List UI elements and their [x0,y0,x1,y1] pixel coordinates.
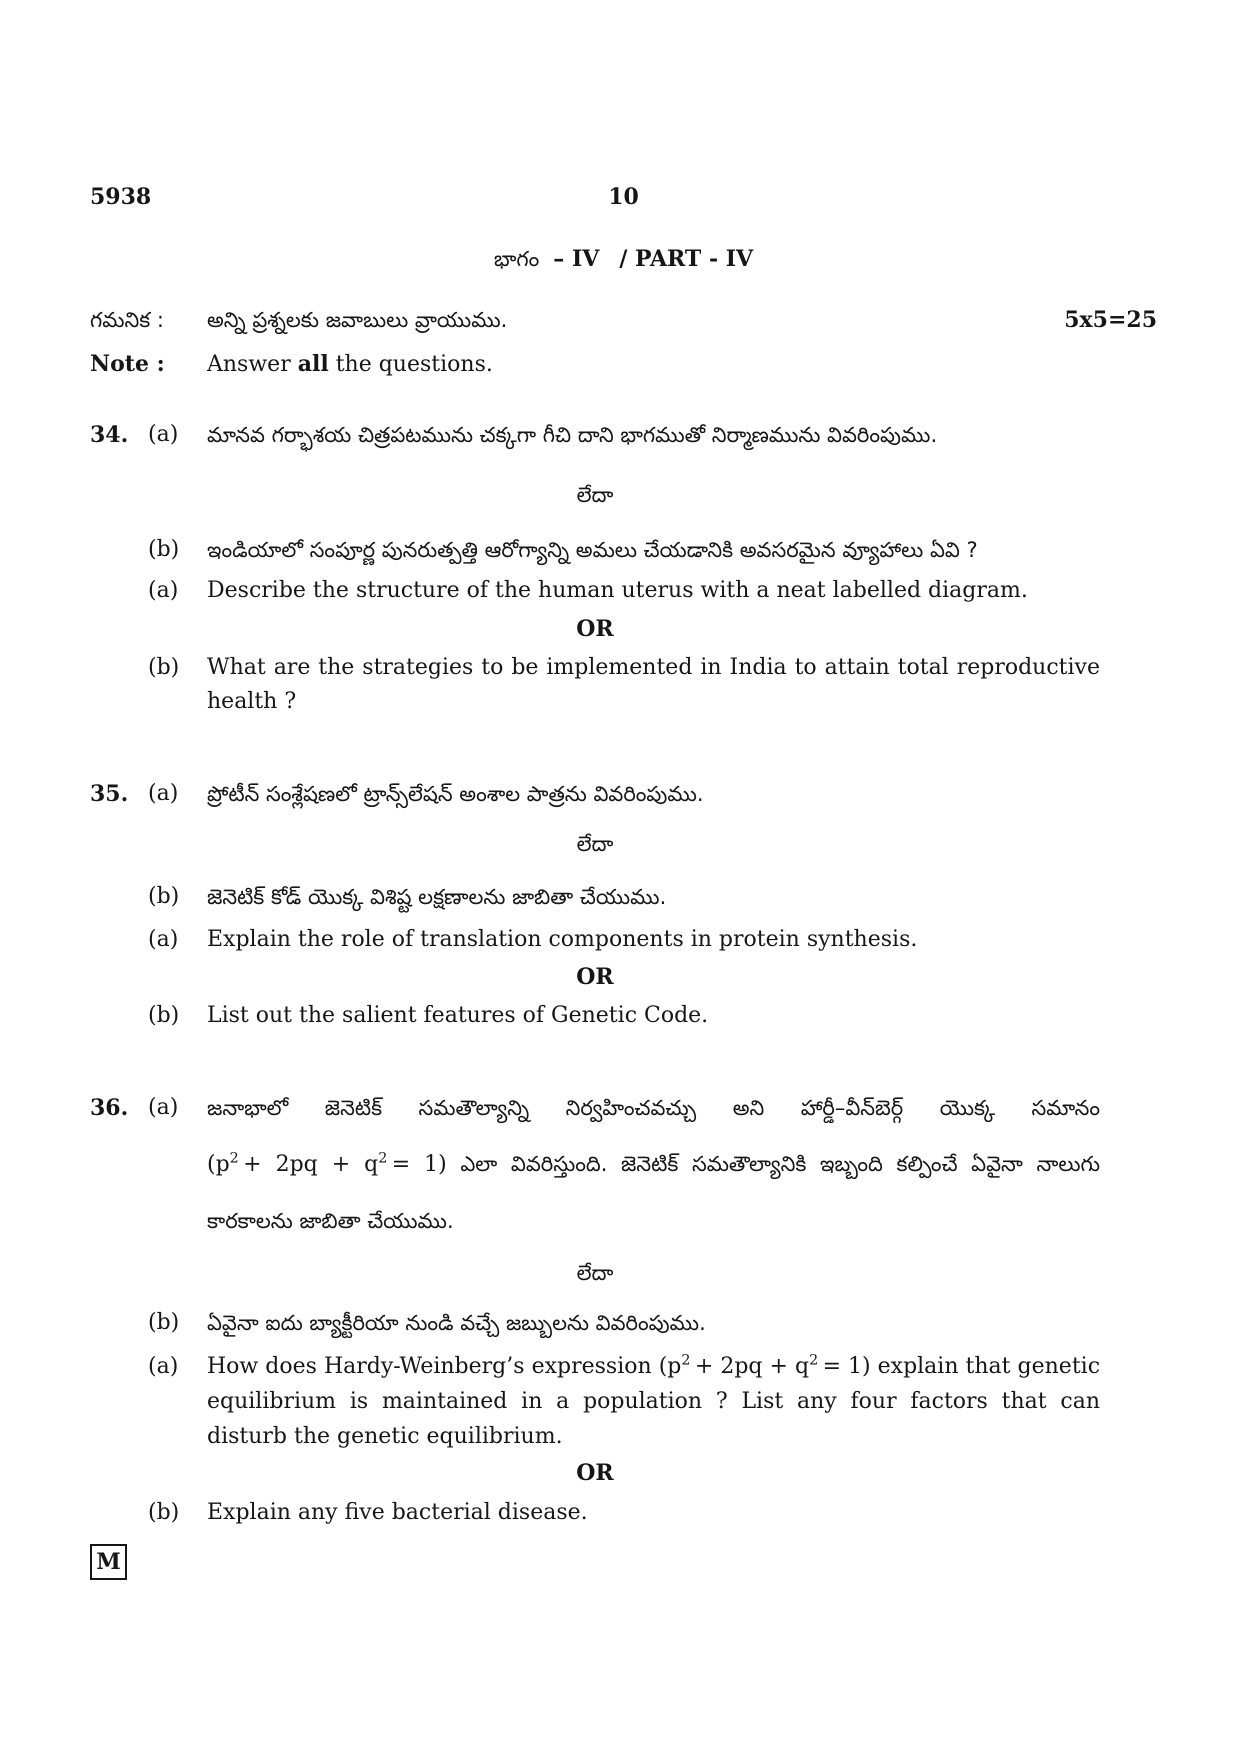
question-text-telugu: మానవ గర్భాశయ చిత్రపటమును చక్కగా గీచి దాని భాగముతో నిర్మాణమును వివరింపుము. [207,423,938,447]
question-text-english: Describe the structure of the human uterus with a neat labelled diagram. [207,577,1028,603]
or-divider-telugu [90,478,1100,512]
question-telugu-a [90,418,1240,452]
question-text-segment: explain that genetic equilibrium is maintained in a population ? List any four factors that can disturb the genetic equilibrium. [207,1353,1101,1449]
part-label: (a) [148,1095,179,1120]
question-telugu-b [90,880,1240,914]
formula-exponent: 2 [681,1351,691,1368]
or-label-telugu: లేదా [576,483,614,507]
question-text-segment: How does Hardy-Weinberg’s expression [207,1353,652,1379]
question-text-english [207,1349,1100,1454]
page-header [90,182,1157,212]
or-label-telugu: లేదా [576,832,614,856]
question-text-line [207,1136,1100,1193]
or-divider-telugu [90,1256,1100,1290]
question-text-telugu: ప్రోటీన్ సంశ్లేషణలో ట్రాన్స్‌లేషన్ అంశాల పాత్రను వివరింపుము. [207,782,704,806]
or-divider-english [90,614,1100,644]
question-number: 36. [90,1095,129,1121]
question-text-english: What are the strategies to be implemented in India to attain total reproductive health ? [207,655,1100,714]
instruction-text-end: the questions. [335,352,493,377]
question-number: 34. [90,422,129,448]
part-label: (a) [148,1353,179,1379]
question-text-telugu: ఇండియాలో సంపూర్ణ పునరుత్పత్తి ఆరోగ్యాన్ని అమలు చేయడానికి అవసరమైన వ్యూహాలు ఏవి ? [207,538,978,562]
instruction-text-telugu: అన్ని ప్రశ్నలకు జవాబులు వ్రాయుము. [207,308,508,332]
question-text-telugu: ఏవైనా ఐదు బ్యాక్టీరియా నుండి వచ్చే జబ్బులను వివరింపుము. [207,1311,706,1335]
part-label: (b) [148,1310,180,1335]
formula-exponent: 2 [378,1150,388,1167]
question-english-a [90,573,1240,608]
instructions-english [90,349,1157,380]
formula-exponent: 2 [809,1351,819,1368]
or-divider-telugu [90,827,1100,861]
instruction-text-emphasis: all [297,351,329,377]
question-telugu-a [90,777,1240,811]
formula-middle: + 2pq + q [694,1353,810,1379]
formula-open: (p [207,1152,230,1177]
formula-middle: + 2pq + q [243,1152,379,1177]
part-label: (b) [148,655,180,680]
question-text-telugu: జెనెటిక్ కోడ్ యొక్క విశిష్ట లక్షణాలను జాబితా చేయుము. [207,885,667,909]
or-label-english: OR [576,1460,614,1486]
instruction-text-start: Answer [207,352,291,377]
instruction-text-english [207,349,1157,380]
question-english-a [90,1349,1240,1454]
or-label-telugu: లేదా [576,1261,614,1285]
part-title-telugu: భాగం [493,247,540,271]
part-label: (b) [148,884,180,909]
part-title [90,244,1157,274]
hardy-weinberg-formula [658,1351,871,1379]
paper-code: 5938 [90,184,152,210]
formula-open: (p [658,1353,682,1379]
marks-scheme: 5x5=25 [1064,307,1157,333]
medium-mark-box: M [90,1544,127,1580]
part-label: (b) [148,537,180,562]
question-text-line: జనాభాలో జెనెటిక్ సమతౌల్యాన్ని నిర్వహించవచ్చు అని హార్డీ–వీన్‌బెర్గ్ యొక్క సమానం [207,1096,1100,1120]
formula-close: = 1) [391,1152,447,1177]
formula-exponent: 2 [229,1150,239,1167]
question-telugu-b [90,1306,1240,1340]
question-text-telugu [207,1080,1100,1249]
question-english-b [90,1495,1240,1530]
question-36 [90,1080,1240,1530]
question-english-b [90,651,1240,719]
part-label: (b) [148,1002,180,1028]
part-label: (a) [148,781,179,806]
instruction-label-english: Note : [90,351,165,377]
question-english-b [90,998,1240,1033]
page-number: 10 [608,184,639,210]
question-35 [90,777,1240,1033]
part-label: (a) [148,577,179,603]
question-telugu-a [90,1080,1240,1249]
question-number: 35. [90,781,129,807]
question-text-segment: ఎలా వివరిస్తుంది. జెనెటిక్ సమతౌల్యానికి ఇబ్బంది కల్పించే ఏవైనా నాలుగు [460,1152,1100,1176]
part-label: (a) [148,422,179,447]
hardy-weinberg-formula [207,1152,447,1177]
or-divider-english [90,962,1100,992]
part-title-number: – IV [553,246,600,272]
question-text-english: List out the salient features of Genetic Code. [207,1002,709,1028]
question-english-a [90,922,1240,957]
or-label-english: OR [576,616,614,642]
instructions-telugu [90,303,1157,337]
part-title-english: / PART - IV [619,246,754,272]
question-text-line: కారకాలను జాబితా చేయుము. [207,1209,454,1233]
instruction-label-telugu: గమనిక : [90,308,164,332]
or-divider-english [90,1458,1100,1488]
question-telugu-b [90,533,1240,567]
or-label-english: OR [576,964,614,990]
question-text-english: Explain any five bacterial disease. [207,1499,588,1525]
part-label: (a) [148,926,179,952]
formula-close: = 1) [822,1353,871,1379]
question-34 [90,418,1240,719]
question-text-english: Explain the role of translation components in protein synthesis. [207,926,918,952]
part-label: (b) [148,1499,180,1525]
